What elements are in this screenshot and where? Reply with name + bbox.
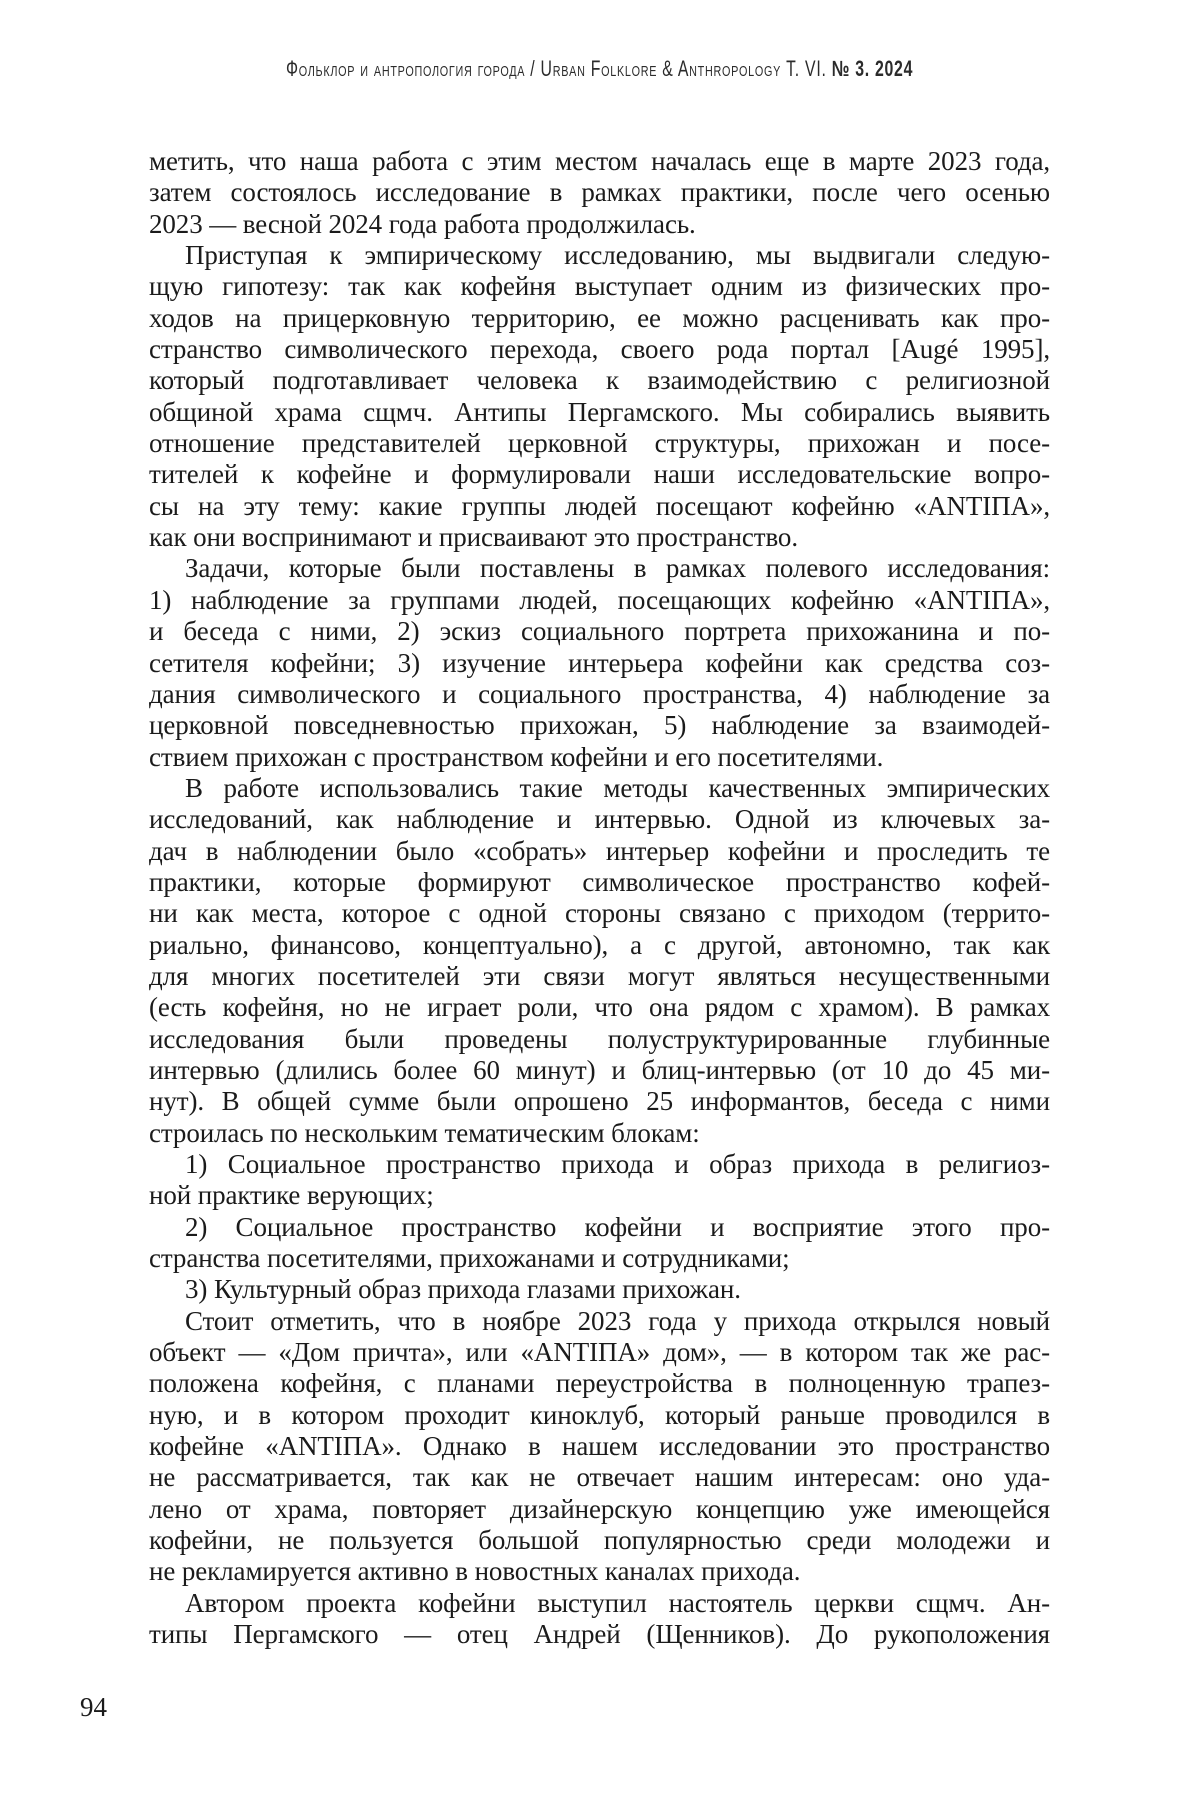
text-line: практики, которые формируют символическое пространство кофей- [149, 866, 1050, 897]
text-line: 3) Культурный образ прихода глазами прихожан. [185, 1274, 741, 1305]
text-line: щую гипотезу: так как кофейня выступает одним из физических про- [149, 271, 1050, 302]
journal-header [0, 56, 1200, 82]
paragraph [149, 240, 1050, 553]
text-line: метить, что наша работа с этим местом началась еще в марте 2023 года, [149, 146, 1050, 176]
text-line: тителей к кофейне и формулировали наши исследовательские вопро- [149, 459, 1050, 490]
text-line: затем состоялось исследование в рамках практики, после чего осенью [149, 177, 1050, 208]
text-line: странство символического перехода, своего рода портал [Augé 1995], [149, 334, 1050, 365]
text-line: общиной храма сщмч. Антипы Пергамского. Мы собирались выявить [149, 396, 1050, 427]
journal-issue: № 3. 2024 [832, 56, 914, 81]
paragraph [149, 553, 1050, 772]
text-line: (есть кофейня, но не играет роли, что она рядом с храмом). В рамках [149, 992, 1050, 1023]
journal-title: Фольклор и антропология города / Urban Folklore & Anthropology [286, 56, 782, 81]
text-line: исследований, как наблюдение и интервью. Одной из ключевых за- [149, 804, 1050, 835]
text-line: который подготавливает человека к взаимодействию с религиозной [149, 365, 1050, 396]
text-line: ствием прихожан с пространством кофейни и его посетителями. [149, 741, 884, 772]
text-line: кофейни, не пользуется большой популярностью среди молодежи и [149, 1525, 1050, 1556]
paragraph [149, 1306, 1050, 1588]
paragraph [149, 1274, 1050, 1305]
text-line: Приступая к эмпирическому исследованию, мы выдвигали следую- [185, 240, 1050, 271]
text-line: дания символического и социального пространства, 4) наблюдение за [149, 678, 1050, 709]
text-line: странства посетителями, прихожанами и сотрудниками; [149, 1243, 790, 1274]
text-line: риально, финансово, концептуально), а с другой, автономно, так как [149, 929, 1050, 960]
text-line: типы Пергамского — отец Андрей (Щенников). До рукоположения [149, 1619, 1050, 1650]
text-line: 2) Социальное пространство кофейни и восприятие этого про- [185, 1211, 1050, 1242]
text-line: дач в наблюдении было «собрать» интерьер кофейни и проследить те [149, 835, 1050, 866]
text-line: исследования были проведены полуструктурированные глубинные [149, 1023, 1050, 1054]
paragraph [149, 1212, 1050, 1275]
text-line: 1) наблюдение за группами людей, посещающих кофейню «ANTIПА», [149, 584, 1050, 615]
text-line: как они воспринимают и присваивают это пространство. [149, 522, 798, 553]
text-line: лено от храма, повторяет дизайнерскую концепцию уже имеющейся [149, 1493, 1050, 1524]
paragraph [149, 773, 1050, 1149]
paragraph [149, 146, 1050, 240]
text-line: ни как места, которое с одной стороны связано с приходом (террито- [149, 898, 1050, 929]
text-line: ходов на прицерковную территорию, ее можно расценивать как про- [149, 302, 1050, 333]
page-number: 94 [80, 1692, 107, 1722]
paragraph [149, 1588, 1050, 1651]
text-line: 2023 — весной 2024 года работа продолжилась. [149, 208, 696, 239]
text-line: церковной повседневностью прихожан, 5) наблюдение за взаимодей- [149, 710, 1050, 741]
text-line: сы на эту тему: какие группы людей посещают кофейню «ANTIПА», [149, 490, 1050, 521]
text-line: Задачи, которые были поставлены в рамках полевого исследования: [185, 553, 1050, 584]
paragraph [149, 1149, 1050, 1212]
text-line: для многих посетителей эти связи могут являться несущественными [149, 960, 1050, 991]
text-line: объект — «Дом причта», или «ANTIПА» дом», — в котором так же рас- [149, 1337, 1050, 1368]
text-line: интервью (длились более 60 минут) и блиц-интервью (от 10 до 45 ми- [149, 1054, 1050, 1085]
text-line: ной практике верующих; [149, 1180, 434, 1211]
text-line: строилась по нескольким тематическим блокам: [149, 1117, 700, 1148]
text-line: и беседа с ними, 2) эскиз социального портрета прихожанина и по- [149, 616, 1050, 647]
journal-volume: Т. VI. [781, 56, 833, 81]
text-line: не рекламируется активно в новостных каналах прихода. [149, 1556, 801, 1587]
text-line: Автором проекта кофейни выступил настоятель церкви сщмч. Ан- [185, 1587, 1050, 1618]
text-line: Стоит отметить, что в ноябре 2023 года у прихода открылся новый [185, 1305, 1050, 1336]
text-line: отношение представителей церковной структуры, прихожан и посе- [149, 428, 1050, 459]
text-line: В работе использовались такие методы качественных эмпирических [185, 772, 1050, 803]
page-body [149, 146, 1050, 1651]
text-line: нут). В общей сумме были опрошено 25 информантов, беседа с ними [149, 1086, 1050, 1117]
text-line: сетителя кофейни; 3) изучение интерьера кофейни как средства соз- [149, 647, 1050, 678]
journal-header-line [286, 56, 913, 82]
text-line: не рассматривается, так как не отвечает нашим интересам: оно уда- [149, 1462, 1050, 1493]
text-line: ную, и в котором проходит киноклуб, который раньше проводился в [149, 1399, 1050, 1430]
text-line: 1) Социальное пространство прихода и образ прихода в религиоз- [185, 1149, 1050, 1179]
text-line: кофейне «ANTIПА». Однако в нашем исследовании это пространство [149, 1431, 1050, 1462]
text-line: положена кофейня, с планами переустройства в полноценную трапез- [149, 1368, 1050, 1399]
